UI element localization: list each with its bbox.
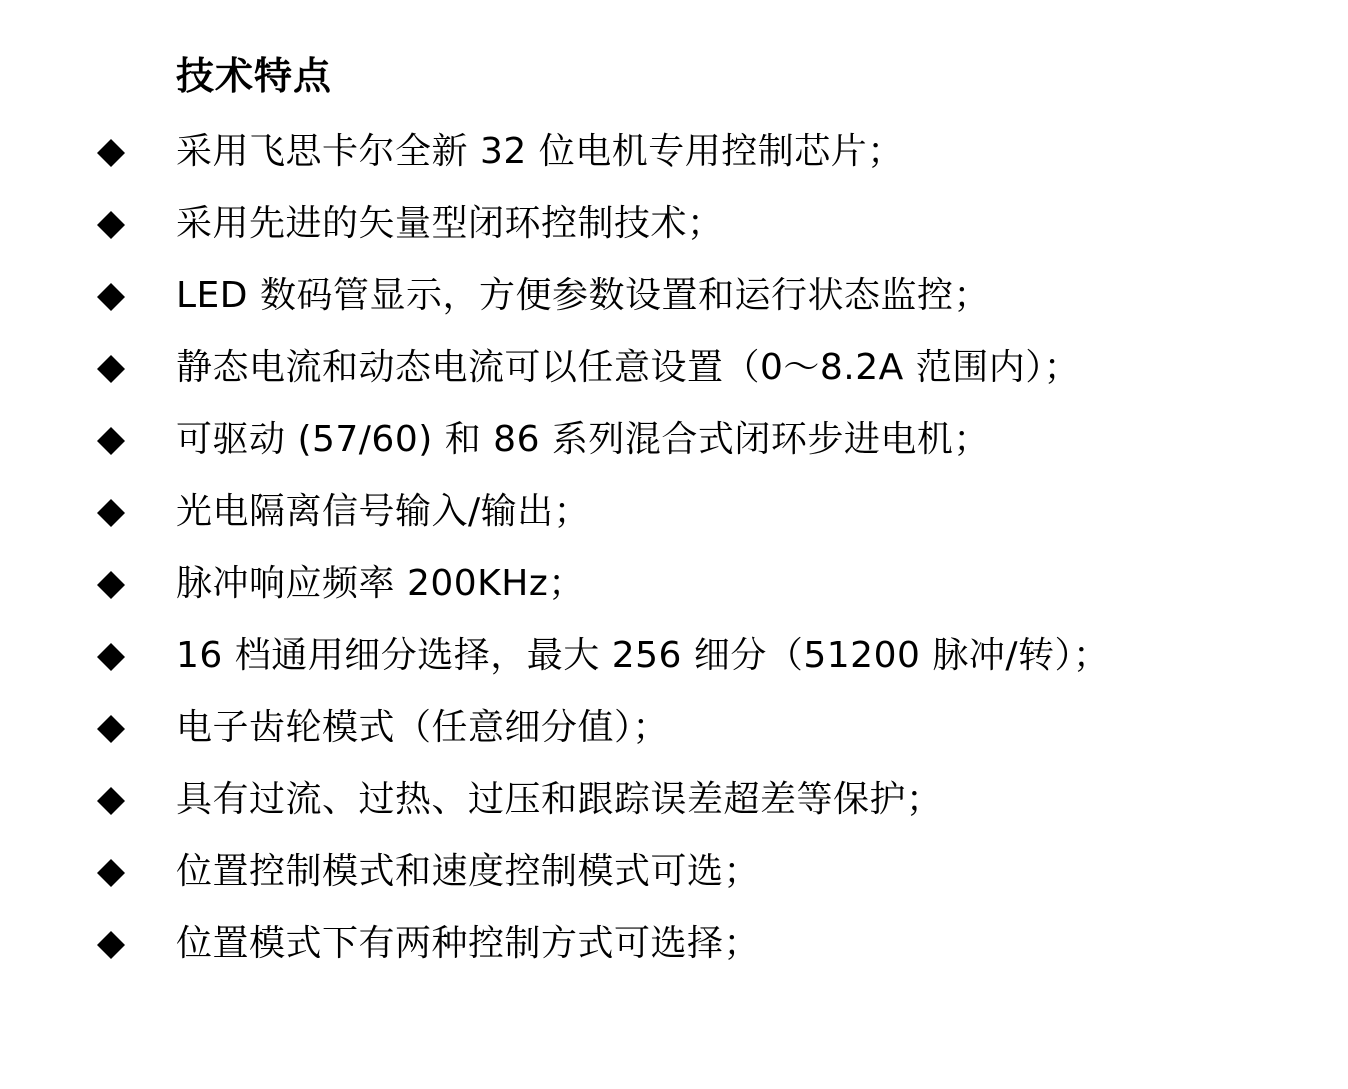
list-item-text: 电子齿轮模式（任意细分值）； [176, 707, 670, 748]
list-item-text: 脉冲响应频率 200KHz； [176, 563, 585, 604]
list-item-text: 16 档通用细分选择，最大 256 细分（51200 脉冲/转）； [176, 635, 1110, 676]
list-item [0, 702, 1348, 774]
feature-list [0, 126, 1348, 990]
list-item [0, 774, 1348, 846]
list-item [0, 486, 1348, 558]
list-item [0, 126, 1348, 198]
list-item [0, 846, 1348, 918]
list-item [0, 414, 1348, 486]
list-item-text: LED 数码管显示，方便参数设置和运行状态监控； [176, 275, 990, 316]
diamond-bullet-icon [97, 355, 125, 383]
list-item [0, 342, 1348, 414]
diamond-bullet-icon [97, 643, 125, 671]
diamond-bullet-icon [97, 571, 125, 599]
list-item [0, 198, 1348, 270]
diamond-bullet-icon [97, 211, 125, 239]
list-item-text: 具有过流、过热、过压和跟踪误差超差等保护； [176, 779, 943, 820]
list-item-text: 采用先进的矢量型闭环控制技术； [176, 203, 724, 244]
diamond-bullet-icon [97, 931, 125, 959]
list-item [0, 270, 1348, 342]
list-item [0, 558, 1348, 630]
list-item-text: 位置模式下有两种控制方式可选择； [176, 923, 761, 964]
list-item-text: 可驱动 (57/60) 和 86 系列混合式闭环步进电机； [176, 419, 990, 460]
list-item-text: 静态电流和动态电流可以任意设置（0～8.2A 范围内）； [176, 347, 1081, 388]
diamond-bullet-icon [97, 283, 125, 311]
diamond-bullet-icon [97, 499, 125, 527]
section-heading: 技术特点 [176, 54, 333, 98]
list-item-text: 采用飞思卡尔全新 32 位电机专用控制芯片； [176, 131, 904, 172]
list-item-text: 位置控制模式和速度控制模式可选； [176, 851, 761, 892]
diamond-bullet-icon [97, 787, 125, 815]
list-item-text: 光电隔离信号输入/输出； [176, 491, 591, 532]
list-item [0, 630, 1348, 702]
diamond-bullet-icon [97, 427, 125, 455]
list-item [0, 918, 1348, 990]
diamond-bullet-icon [97, 139, 125, 167]
diamond-bullet-icon [97, 859, 125, 887]
diamond-bullet-icon [97, 715, 125, 743]
